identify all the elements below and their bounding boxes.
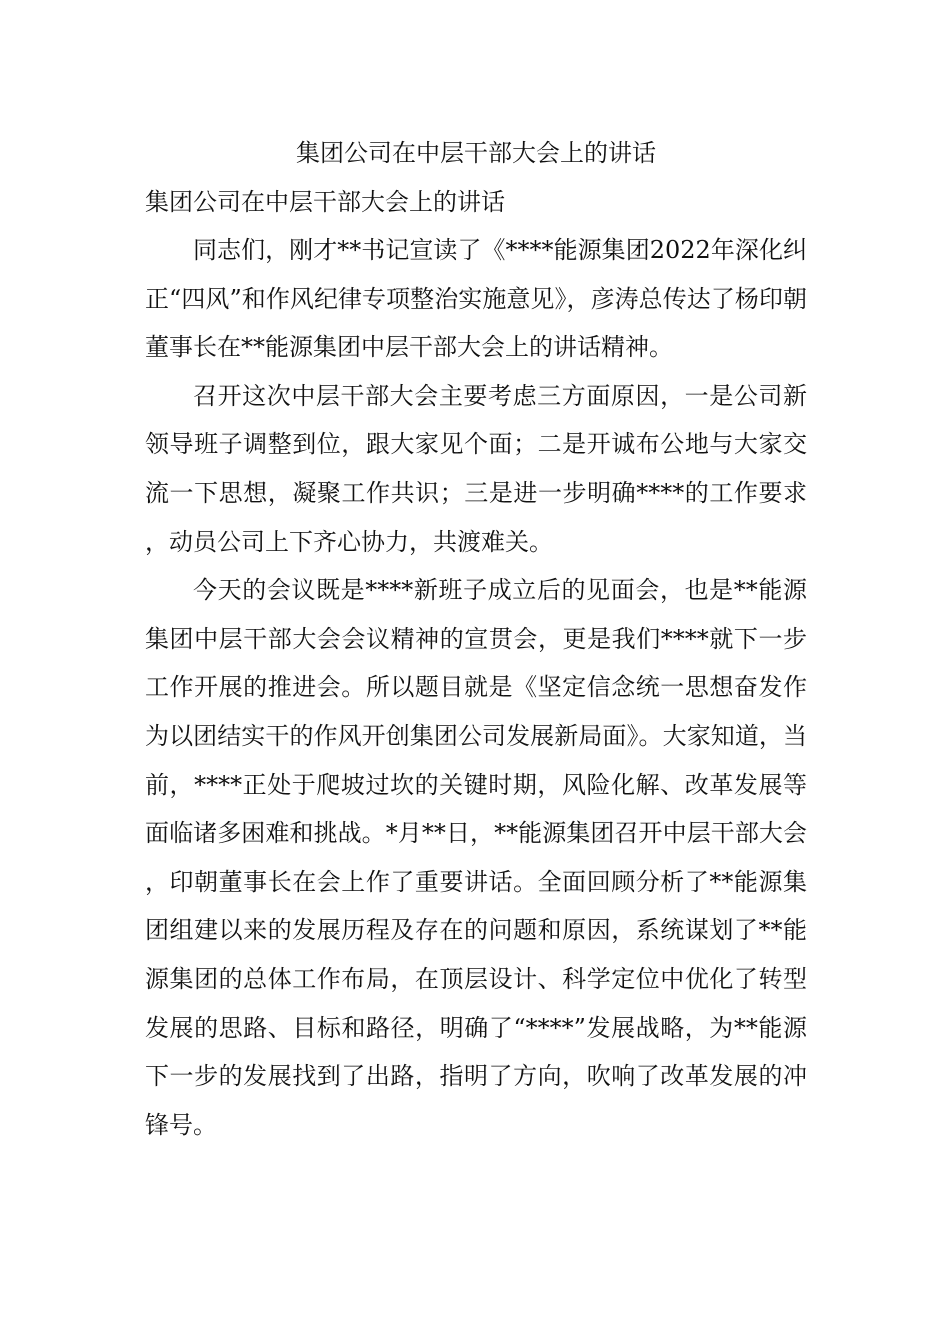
document-title: 集团公司在中层干部大会上的讲话 [296,139,656,167]
paragraph-greeting: 同志们，刚才**书记宣读了《****能源集团2022年深化纠正“四风”和作风纪律专项整治实施意见》，彦涛总传达了杨印朝董事长在**能源集团中层干部大会上的讲话精神。 [145,236,807,362]
document-subtitle: 集团公司在中层干部大会上的讲话 [145,188,505,216]
paragraph-meeting-purpose: 今天的会议既是****新班子成立后的见面会，也是**能源集团中层干部大会会议精神的宣贯会，更是我们****就下一步工作开展的推进会。所以题目就是《坚定信念统一思想奋发作为以团结实干的作风开创集团公司发展新局面》。大家知道，当前，****正处于爬坡过坎的关键时期，风险化解、改革发展等面临诸多困难和挑战。*月**日，**能源集团召开中层干部大会，印朝董事长在会上作了重要讲话。全面回顾分析了**能源集团组建以来的发展历程及存在的问题和原因，系统谋划了**能源集团的总体工作布局，在顶层设计、科学定位中优化了转型发展的思路、目标和路径，明确了“****”发展战略，为**能源下一步的发展找到了出路，指明了方向，吹响了改革发展的冲锋号。 [145,576,807,1139]
paragraph-meeting-reasons: 召开这次中层干部大会主要考虑三方面原因，一是公司新领导班子调整到位，跟大家见个面；二是开诚布公地与大家交流一下思想，凝聚工作共识；三是进一步明确****的工作要求，动员公司上下齐心协力，共渡难关。 [145,381,807,556]
document-body [145,128,807,1149]
